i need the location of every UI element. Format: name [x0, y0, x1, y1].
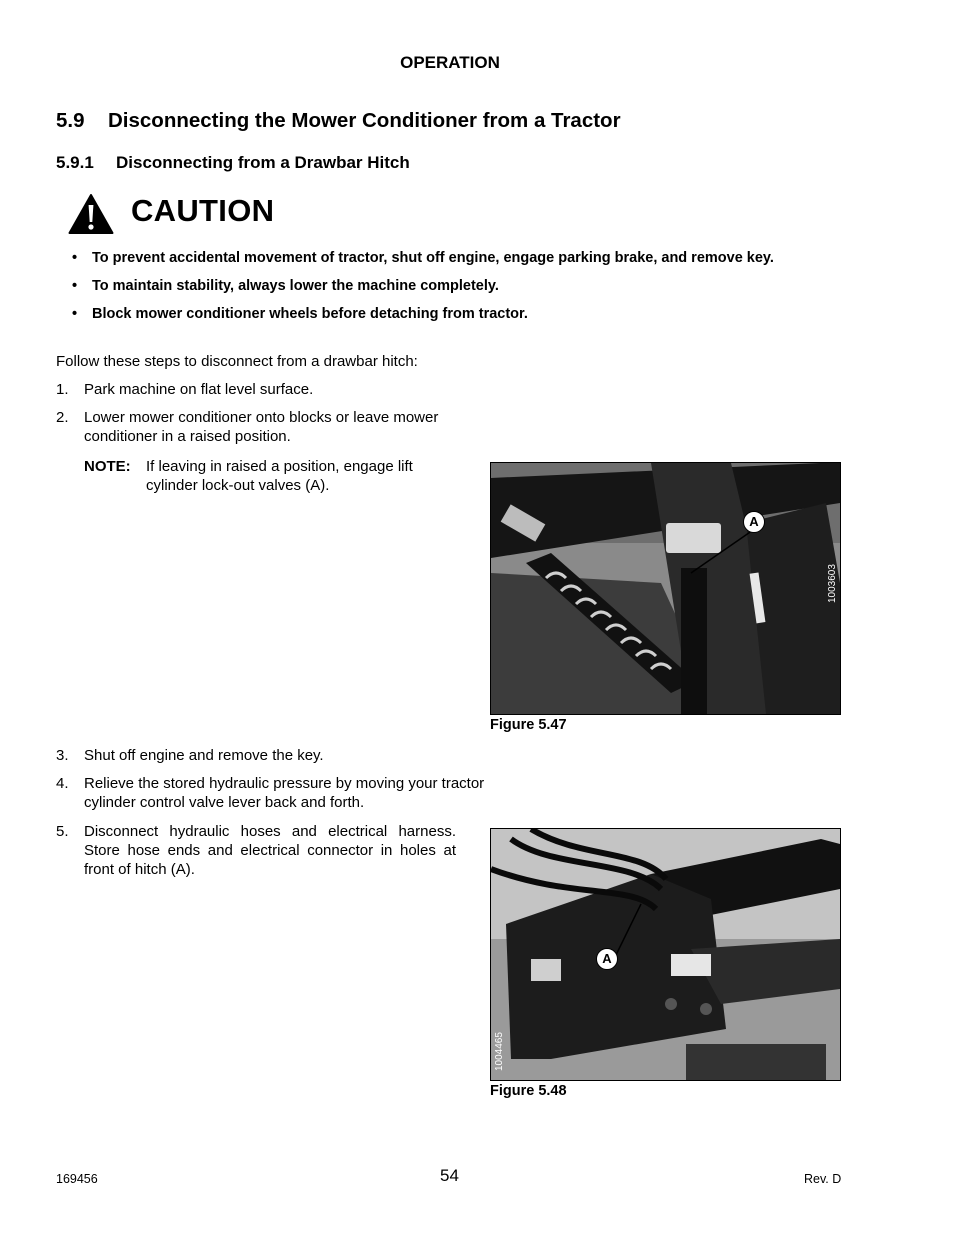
- subsection-title: Disconnecting from a Drawbar Hitch: [116, 153, 410, 172]
- note-label: NOTE:: [84, 458, 131, 475]
- figure-photo-lockout-valves: [490, 462, 841, 715]
- section-heading: [56, 109, 621, 133]
- step-text: Park machine on flat level surface.: [84, 381, 314, 398]
- step-number: 2.: [56, 409, 69, 426]
- step-number: 4.: [56, 775, 69, 792]
- footer-doc-number: 169456: [56, 1172, 98, 1186]
- footer-revision: Rev. D: [804, 1172, 842, 1186]
- caution-bullet: • To maintain stability, always lower the machine completely.: [72, 278, 499, 294]
- intro-paragraph: Follow these steps to disconnect from a drawbar hitch:: [56, 353, 418, 370]
- photo-lockout-valves-image: [491, 463, 840, 714]
- caution-bullet: • To prevent accidental movement of tractor, shut off engine, engage parking brake, and remove key.: [72, 250, 774, 266]
- step-item: [56, 408, 486, 446]
- step-number: 1.: [56, 381, 69, 398]
- figure-caption: Figure 5.47: [490, 717, 567, 733]
- callout-a: A: [743, 511, 765, 533]
- caution-signal-word: CAUTION: [131, 193, 275, 228]
- step-number: 5.: [56, 823, 69, 840]
- caution-bullet-list: [72, 250, 774, 334]
- caution-bullet: • Block mower conditioner wheels before detaching from tractor.: [72, 306, 528, 322]
- section-title: Disconnecting the Mower Conditioner from a Tractor: [108, 109, 621, 132]
- step-number: 3.: [56, 747, 69, 764]
- section-number: 5.9: [56, 109, 85, 132]
- subsection-heading: [56, 153, 410, 173]
- figure-serial: 1004465: [494, 1032, 505, 1071]
- photo-hitch-storage-image: [491, 829, 840, 1080]
- step-item: [56, 746, 456, 765]
- step-text: Lower mower conditioner onto blocks or leave mower conditioner in a raised position.: [84, 409, 439, 445]
- callout-a: A: [596, 948, 618, 970]
- figure-photo-hitch-storage: [490, 828, 841, 1081]
- bullet-marker: •: [72, 278, 78, 294]
- step-item: [56, 774, 486, 812]
- warning-triangle-icon: [68, 193, 114, 235]
- bullet-marker: •: [72, 250, 78, 266]
- running-header: OPERATION: [400, 53, 500, 72]
- note-text: If leaving in raised a position, engage lift cylinder lock-out valves (A).: [146, 458, 413, 494]
- page-number: 54: [440, 1166, 459, 1185]
- bullet-marker: •: [72, 306, 78, 322]
- figure-serial: 1003603: [827, 564, 838, 603]
- note: [84, 457, 454, 495]
- step-text: Shut off engine and remove the key.: [84, 747, 324, 764]
- figure-caption: Figure 5.48: [490, 1083, 567, 1099]
- step-item: [56, 380, 456, 399]
- subsection-number: 5.9.1: [56, 153, 94, 172]
- step-text: Relieve the stored hydraulic pressure by moving your tractor cylinder control valve lever back and forth.: [84, 775, 485, 811]
- step-item: [56, 822, 456, 879]
- step-text: Disconnect hydraulic hoses and electrical harness. Store hose ends and electrical connector in holes at front of hitch (A).: [84, 823, 456, 878]
